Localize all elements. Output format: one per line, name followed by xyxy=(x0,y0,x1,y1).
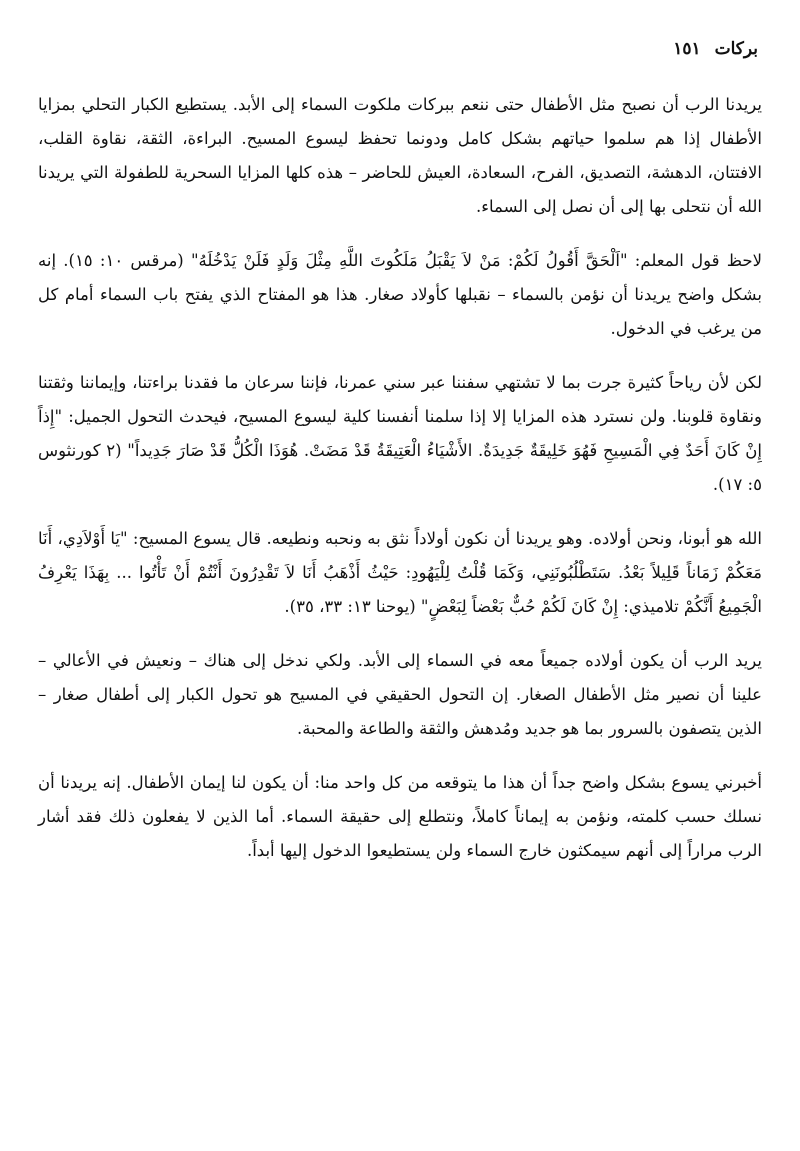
book-title: بركات xyxy=(714,39,758,59)
running-header xyxy=(38,36,762,62)
paragraph-childlike-virtues: يريدنا الرب أن نصبح مثل الأطفال حتى ننعم ببركات ملكوت السماء إلى الأبد. يستطيع الكبار التحلي بمزايا الأطفال إذا هم سلموا حياتهم بشكل كامل ودونما تحفظ ليسوع المسيح. البراءة، الثقة، نقاوة القلب، الافتتان، الدهشة، التصديق، الفرح، السعادة، العيش للحاضر – هذه كلها المزايا السحرية للطفولة التي يريدنا الله أن نتحلى بها إلى أن نصل إلى السماء. xyxy=(38,95,762,216)
page-number: ١٥١ xyxy=(673,39,701,59)
paragraph-teacher-quote: لاحظ قول المعلم: "اَلْحَقَّ أَقُولُ لَكُمْ: مَنْ لاَ يَقْبَلُ مَلَكُوتَ اللَّهِ مِثْلَ وَلَدٍ فَلَنْ يَدْخُلَهُ" (مرقس ١٠: ١٥). إنه بشكل واضح يريدنا أن نؤمن بالسماء – نقبلها كأولاد صغار. هذا هو المفتاح الذي يفتح باب السماء أمام كل من يرغب في الدخول. xyxy=(38,251,763,338)
paragraph-become-children: يريد الرب أن يكون أولاده جميعاً معه في السماء إلى الأبد. ولكي ندخل إلى هناك – ونعيش في الأعالي – علينا أن نصير مثل الأطفال الصغار. إن التحول الحقيقي في المسيح هو تحول الكبار إلى أطفال صغار – الذين يتصفون بالسرور بما هو جديد ومُدهش والثقة والطاعة والمحبة. xyxy=(38,651,762,738)
paragraph-new-creation: لكن لأن رياحاً كثيرة جرت بما لا تشتهي سفننا عبر سني عمرنا، فإننا سرعان ما فقدنا براءتنا، وإيماننا وثقتنا ونقاوة قلوبنا. ولن نسترد هذه المزايا إلا إذا سلمنا أنفسنا كلية ليسوع المسيح، فيحدث التحول الجميل: "إِذاً إِنْ كَانَ أَحَدٌ فِي الْمَسِيحِ فَهُوَ خَلِيقَةٌ جَدِيدَةٌ. الأَشْيَاءُ الْعَتِيقَةُ قَدْ مَضَتْ. هُوَذَا الْكُلُّ قَدْ صَارَ جَدِيداً" (٢ كورنثوس ٥: ١٧). xyxy=(38,373,762,494)
paragraph-childlike-faith: أخبرني يسوع بشكل واضح جداً أن هذا ما يتوقعه من كل واحد منا: أن يكون لنا إيمان الأطفال. إنه يريدنا أن نسلك حسب كلمته، ونؤمن به إيماناً كاملاً، ونتطلع إلى حقيقة السماء. أما الذين لا يفعلون ذلك فقد أشار الرب مراراً إلى أنهم سيمكثون خارج السماء ولن يستطيعوا الدخول إليها أبداً. xyxy=(38,773,762,860)
paragraph-god-our-father: الله هو أبونا، ونحن أولاده. وهو يريدنا أن نكون أولاداً نثق به ونحبه ونطيعه. قال يسوع المسيح: "يَا أَوْلاَدِي، أَنَا مَعَكُمْ زَمَاناً قَلِيلاً بَعْدُ. سَتَطْلُبُونَنِي، وَكَمَا قُلْتُ لِلْيَهُودِ: حَيْثُ أَذْهَبُ أَنَا لاَ تَقْدِرُونَ أَنْتُمْ أَنْ تَأْتُوا ... بِهَذَا يَعْرِفُ الْجَمِيعُ أَنَّكُمْ تلاميذي: إِنْ كَانَ لَكُمْ حُبٌّ بَعْضاً لِبَعْضٍ" (يوحنا ١٣: ٣٣، ٣٥). xyxy=(38,529,762,616)
